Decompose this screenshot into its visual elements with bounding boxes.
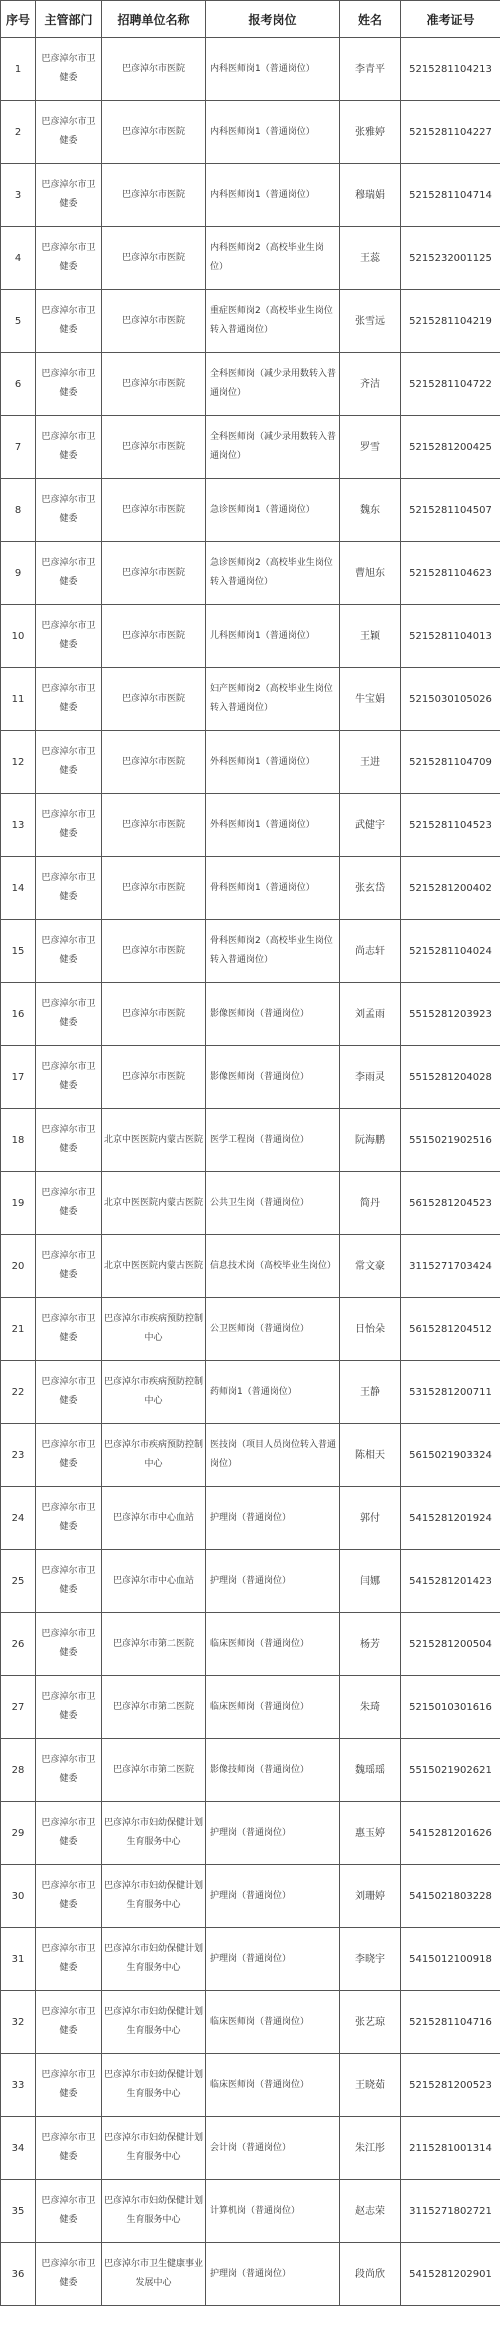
table-row (1, 668, 500, 731)
cell-unit: 巴彦淖尔市妇幼保健计划生育服务中心 (102, 1991, 206, 2054)
cell-seq: 5 (1, 290, 36, 353)
cell-ticket: 5615281204523 (401, 1172, 500, 1235)
cell-unit: 巴彦淖尔市疾病预防控制中心 (102, 1424, 206, 1487)
table-row (1, 1487, 500, 1550)
cell-dept: 巴彦淖尔市卫健委 (36, 416, 102, 479)
cell-dept: 巴彦淖尔市卫健委 (36, 1487, 102, 1550)
table-row (1, 2180, 500, 2243)
cell-ticket: 5215281104013 (401, 605, 500, 668)
cell-ticket: 5615281204512 (401, 1298, 500, 1361)
cell-dept: 巴彦淖尔市卫健委 (36, 479, 102, 542)
cell-position: 急诊医师岗1（普通岗位） (206, 479, 340, 542)
cell-name: 尚志轩 (340, 920, 401, 983)
cell-ticket: 5315281200711 (401, 1361, 500, 1424)
cell-seq: 35 (1, 2180, 36, 2243)
cell-name: 段尚欣 (340, 2243, 401, 2306)
table-row (1, 1928, 500, 1991)
table-row (1, 2243, 500, 2306)
cell-ticket: 5415281201924 (401, 1487, 500, 1550)
cell-seq: 6 (1, 353, 36, 416)
cell-ticket: 5515021902621 (401, 1739, 500, 1802)
cell-dept: 巴彦淖尔市卫健委 (36, 164, 102, 227)
cell-unit: 巴彦淖尔市医院 (102, 227, 206, 290)
cell-position: 急诊医师岗2（高校毕业生岗位转入普通岗位） (206, 542, 340, 605)
cell-unit: 巴彦淖尔市医院 (102, 794, 206, 857)
cell-dept: 巴彦淖尔市卫健委 (36, 1802, 102, 1865)
cell-dept: 巴彦淖尔市卫健委 (36, 1613, 102, 1676)
cell-unit: 巴彦淖尔市医院 (102, 920, 206, 983)
cell-name: 常文豪 (340, 1235, 401, 1298)
cell-position: 护理岗（普通岗位） (206, 1550, 340, 1613)
cell-ticket: 5215232001125 (401, 227, 500, 290)
table-row (1, 38, 500, 101)
cell-dept: 巴彦淖尔市卫健委 (36, 1739, 102, 1802)
cell-name: 曹旭东 (340, 542, 401, 605)
cell-position: 骨科医师岗2（高校毕业生岗位转入普通岗位） (206, 920, 340, 983)
cell-unit: 巴彦淖尔市医院 (102, 416, 206, 479)
cell-name: 王静 (340, 1361, 401, 1424)
cell-position: 信息技术岗（高校毕业生岗位） (206, 1235, 340, 1298)
table-row (1, 1739, 500, 1802)
header-unit: 招聘单位名称 (102, 1, 206, 38)
cell-name: 齐洁 (340, 353, 401, 416)
cell-position: 护理岗（普通岗位） (206, 2243, 340, 2306)
cell-position: 全科医师岗（减少录用数转入普通岗位） (206, 416, 340, 479)
cell-unit: 巴彦淖尔市医院 (102, 857, 206, 920)
cell-unit: 巴彦淖尔市卫生健康事业发展中心 (102, 2243, 206, 2306)
cell-ticket: 5415021803228 (401, 1865, 500, 1928)
cell-unit: 巴彦淖尔市医院 (102, 164, 206, 227)
cell-position: 医技岗（项目人员岗位转入普通岗位） (206, 1424, 340, 1487)
cell-dept: 巴彦淖尔市卫健委 (36, 38, 102, 101)
table-row (1, 794, 500, 857)
cell-dept: 巴彦淖尔市卫健委 (36, 1865, 102, 1928)
table-row (1, 857, 500, 920)
cell-position: 妇产医师岗2（高校毕业生岗位转入普通岗位） (206, 668, 340, 731)
cell-seq: 21 (1, 1298, 36, 1361)
cell-unit: 巴彦淖尔市中心血站 (102, 1487, 206, 1550)
cell-dept: 巴彦淖尔市卫健委 (36, 920, 102, 983)
cell-unit: 巴彦淖尔市中心血站 (102, 1550, 206, 1613)
cell-name: 牛宝娟 (340, 668, 401, 731)
cell-position: 内科医师岗1（普通岗位） (206, 164, 340, 227)
table-row (1, 1235, 500, 1298)
cell-name: 朱琦 (340, 1676, 401, 1739)
table-row (1, 164, 500, 227)
cell-seq: 17 (1, 1046, 36, 1109)
table-row (1, 1991, 500, 2054)
cell-seq: 30 (1, 1865, 36, 1928)
cell-name: 李晓宇 (340, 1928, 401, 1991)
cell-seq: 16 (1, 983, 36, 1046)
cell-dept: 巴彦淖尔市卫健委 (36, 1991, 102, 2054)
table-row (1, 1424, 500, 1487)
cell-ticket: 5215281104227 (401, 101, 500, 164)
cell-ticket: 2115281001314 (401, 2117, 500, 2180)
cell-position: 儿科医师岗1（普通岗位） (206, 605, 340, 668)
cell-dept: 巴彦淖尔市卫健委 (36, 542, 102, 605)
cell-dept: 巴彦淖尔市卫健委 (36, 605, 102, 668)
cell-ticket: 5215281104507 (401, 479, 500, 542)
cell-seq: 14 (1, 857, 36, 920)
cell-position: 外科医师岗1（普通岗位） (206, 731, 340, 794)
table-row (1, 1361, 500, 1424)
cell-position: 影像医师岗（普通岗位） (206, 983, 340, 1046)
table-row (1, 479, 500, 542)
cell-name: 惠玉婷 (340, 1802, 401, 1865)
cell-ticket: 5515281204028 (401, 1046, 500, 1109)
cell-seq: 9 (1, 542, 36, 605)
cell-dept: 巴彦淖尔市卫健委 (36, 1046, 102, 1109)
cell-dept: 巴彦淖尔市卫健委 (36, 2054, 102, 2117)
cell-seq: 4 (1, 227, 36, 290)
cell-position: 外科医师岗1（普通岗位） (206, 794, 340, 857)
cell-dept: 巴彦淖尔市卫健委 (36, 731, 102, 794)
cell-unit: 巴彦淖尔市医院 (102, 542, 206, 605)
table-row (1, 2117, 500, 2180)
cell-position: 公共卫生岗（普通岗位） (206, 1172, 340, 1235)
cell-unit: 巴彦淖尔市妇幼保健计划生育服务中心 (102, 2054, 206, 2117)
cell-position: 临床医师岗（普通岗位） (206, 1676, 340, 1739)
cell-dept: 巴彦淖尔市卫健委 (36, 290, 102, 353)
cell-dept: 巴彦淖尔市卫健委 (36, 1928, 102, 1991)
table-row (1, 1613, 500, 1676)
cell-ticket: 3115271703424 (401, 1235, 500, 1298)
cell-ticket: 5515281203923 (401, 983, 500, 1046)
cell-dept: 巴彦淖尔市卫健委 (36, 101, 102, 164)
table-row (1, 1865, 500, 1928)
cell-dept: 巴彦淖尔市卫健委 (36, 668, 102, 731)
cell-seq: 34 (1, 2117, 36, 2180)
cell-dept: 巴彦淖尔市卫健委 (36, 1361, 102, 1424)
table-row (1, 1298, 500, 1361)
cell-seq: 24 (1, 1487, 36, 1550)
cell-ticket: 3115271802721 (401, 2180, 500, 2243)
cell-position: 全科医师岗（减少录用数转入普通岗位） (206, 353, 340, 416)
table-row (1, 290, 500, 353)
table-row (1, 983, 500, 1046)
cell-name: 日怡朵 (340, 1298, 401, 1361)
cell-ticket: 5215281104213 (401, 38, 500, 101)
cell-name: 张雪远 (340, 290, 401, 353)
cell-name: 阮海鹏 (340, 1109, 401, 1172)
cell-name: 武健宇 (340, 794, 401, 857)
cell-name: 李雨灵 (340, 1046, 401, 1109)
cell-unit: 巴彦淖尔市医院 (102, 1046, 206, 1109)
cell-seq: 33 (1, 2054, 36, 2117)
cell-dept: 巴彦淖尔市卫健委 (36, 794, 102, 857)
cell-position: 影像技师岗（普通岗位） (206, 1739, 340, 1802)
cell-name: 赵志荣 (340, 2180, 401, 2243)
cell-unit: 巴彦淖尔市医院 (102, 101, 206, 164)
cell-ticket: 5215281200523 (401, 2054, 500, 2117)
cell-name: 张雅婷 (340, 101, 401, 164)
cell-dept: 巴彦淖尔市卫健委 (36, 1550, 102, 1613)
cell-unit: 巴彦淖尔市妇幼保健计划生育服务中心 (102, 1802, 206, 1865)
cell-seq: 20 (1, 1235, 36, 1298)
cell-name: 刘孟雨 (340, 983, 401, 1046)
cell-unit: 巴彦淖尔市第二医院 (102, 1676, 206, 1739)
cell-unit: 巴彦淖尔市妇幼保健计划生育服务中心 (102, 1865, 206, 1928)
cell-name: 魏瑶瑶 (340, 1739, 401, 1802)
cell-unit: 巴彦淖尔市疾病预防控制中心 (102, 1361, 206, 1424)
header-name: 姓名 (340, 1, 401, 38)
cell-ticket: 5215281104716 (401, 1991, 500, 2054)
cell-unit: 巴彦淖尔市医院 (102, 983, 206, 1046)
cell-name: 张艺琼 (340, 1991, 401, 2054)
cell-ticket: 5415012100918 (401, 1928, 500, 1991)
cell-name: 刘珊婷 (340, 1865, 401, 1928)
table-body (1, 38, 500, 2306)
cell-dept: 巴彦淖尔市卫健委 (36, 1298, 102, 1361)
cell-position: 内科医师岗2（高校毕业生岗位） (206, 227, 340, 290)
cell-unit: 巴彦淖尔市第二医院 (102, 1613, 206, 1676)
table-row (1, 605, 500, 668)
cell-unit: 巴彦淖尔市妇幼保健计划生育服务中心 (102, 2117, 206, 2180)
cell-ticket: 5415281201423 (401, 1550, 500, 1613)
cell-name: 王颖 (340, 605, 401, 668)
cell-ticket: 5215281200425 (401, 416, 500, 479)
cell-dept: 巴彦淖尔市卫健委 (36, 2243, 102, 2306)
cell-dept: 巴彦淖尔市卫健委 (36, 353, 102, 416)
cell-unit: 巴彦淖尔市医院 (102, 668, 206, 731)
cell-name: 闫娜 (340, 1550, 401, 1613)
cell-name: 魏东 (340, 479, 401, 542)
cell-name: 王晓茹 (340, 2054, 401, 2117)
cell-dept: 巴彦淖尔市卫健委 (36, 983, 102, 1046)
cell-unit: 巴彦淖尔市医院 (102, 38, 206, 101)
cell-position: 护理岗（普通岗位） (206, 1928, 340, 1991)
cell-name: 李青平 (340, 38, 401, 101)
cell-seq: 27 (1, 1676, 36, 1739)
cell-ticket: 5215281200402 (401, 857, 500, 920)
cell-ticket: 5215030105026 (401, 668, 500, 731)
cell-seq: 15 (1, 920, 36, 983)
cell-seq: 8 (1, 479, 36, 542)
cell-seq: 10 (1, 605, 36, 668)
cell-position: 临床医师岗（普通岗位） (206, 1613, 340, 1676)
cell-ticket: 5215010301616 (401, 1676, 500, 1739)
cell-seq: 32 (1, 1991, 36, 2054)
table-header-row (1, 1, 500, 38)
cell-unit: 巴彦淖尔市医院 (102, 353, 206, 416)
cell-ticket: 5615021903324 (401, 1424, 500, 1487)
table-row (1, 731, 500, 794)
cell-seq: 23 (1, 1424, 36, 1487)
cell-dept: 巴彦淖尔市卫健委 (36, 857, 102, 920)
table-row (1, 1046, 500, 1109)
cell-position: 内科医师岗1（普通岗位） (206, 101, 340, 164)
cell-ticket: 5215281104523 (401, 794, 500, 857)
cell-name: 杨芳 (340, 1613, 401, 1676)
cell-unit: 巴彦淖尔市医院 (102, 731, 206, 794)
cell-unit: 巴彦淖尔市妇幼保健计划生育服务中心 (102, 1928, 206, 1991)
cell-ticket: 5215281104623 (401, 542, 500, 605)
cell-seq: 29 (1, 1802, 36, 1865)
cell-unit: 北京中医医院内蒙古医院 (102, 1172, 206, 1235)
cell-unit: 巴彦淖尔市医院 (102, 605, 206, 668)
cell-name: 朱江彤 (340, 2117, 401, 2180)
cell-name: 穆瑞娟 (340, 164, 401, 227)
cell-position: 影像医师岗（普通岗位） (206, 1046, 340, 1109)
cell-position: 护理岗（普通岗位） (206, 1865, 340, 1928)
cell-seq: 11 (1, 668, 36, 731)
cell-position: 计算机岗（普通岗位） (206, 2180, 340, 2243)
cell-seq: 18 (1, 1109, 36, 1172)
header-seq: 序号 (1, 1, 36, 38)
cell-seq: 7 (1, 416, 36, 479)
cell-ticket: 5215281104709 (401, 731, 500, 794)
cell-ticket: 5415281202901 (401, 2243, 500, 2306)
cell-name: 王蕊 (340, 227, 401, 290)
cell-seq: 13 (1, 794, 36, 857)
cell-unit: 北京中医医院内蒙古医院 (102, 1235, 206, 1298)
table-row (1, 227, 500, 290)
cell-seq: 1 (1, 38, 36, 101)
cell-unit: 巴彦淖尔市妇幼保健计划生育服务中心 (102, 2180, 206, 2243)
cell-position: 会计岗（普通岗位） (206, 2117, 340, 2180)
table-row (1, 1109, 500, 1172)
cell-ticket: 5415281201626 (401, 1802, 500, 1865)
table-row (1, 416, 500, 479)
cell-seq: 25 (1, 1550, 36, 1613)
cell-dept: 巴彦淖尔市卫健委 (36, 1172, 102, 1235)
cell-name: 郭付 (340, 1487, 401, 1550)
cell-seq: 2 (1, 101, 36, 164)
table-row (1, 542, 500, 605)
cell-dept: 巴彦淖尔市卫健委 (36, 2117, 102, 2180)
table-row (1, 1802, 500, 1865)
table-row (1, 2054, 500, 2117)
cell-ticket: 5215281200504 (401, 1613, 500, 1676)
cell-ticket: 5215281104024 (401, 920, 500, 983)
cell-dept: 巴彦淖尔市卫健委 (36, 1235, 102, 1298)
cell-name: 简丹 (340, 1172, 401, 1235)
cell-dept: 巴彦淖尔市卫健委 (36, 1109, 102, 1172)
cell-dept: 巴彦淖尔市卫健委 (36, 227, 102, 290)
cell-unit: 北京中医医院内蒙古医院 (102, 1109, 206, 1172)
cell-unit: 巴彦淖尔市医院 (102, 479, 206, 542)
header-ticket: 准考证号 (401, 1, 500, 38)
cell-seq: 26 (1, 1613, 36, 1676)
cell-name: 张玄岱 (340, 857, 401, 920)
table-row (1, 353, 500, 416)
cell-seq: 28 (1, 1739, 36, 1802)
cell-dept: 巴彦淖尔市卫健委 (36, 1424, 102, 1487)
table-row (1, 1676, 500, 1739)
cell-position: 医学工程岗（普通岗位） (206, 1109, 340, 1172)
cell-unit: 巴彦淖尔市疾病预防控制中心 (102, 1298, 206, 1361)
cell-ticket: 5215281104714 (401, 164, 500, 227)
header-position: 报考岗位 (206, 1, 340, 38)
cell-position: 重症医师岗2（高校毕业生岗位转入普通岗位） (206, 290, 340, 353)
table-row (1, 920, 500, 983)
cell-ticket: 5515021902516 (401, 1109, 500, 1172)
cell-position: 临床医师岗（普通岗位） (206, 2054, 340, 2117)
cell-unit: 巴彦淖尔市医院 (102, 290, 206, 353)
cell-position: 内科医师岗1（普通岗位） (206, 38, 340, 101)
cell-seq: 36 (1, 2243, 36, 2306)
table-row (1, 101, 500, 164)
cell-seq: 19 (1, 1172, 36, 1235)
cell-ticket: 5215281104722 (401, 353, 500, 416)
cell-seq: 22 (1, 1361, 36, 1424)
cell-position: 护理岗（普通岗位） (206, 1487, 340, 1550)
table-row (1, 1550, 500, 1613)
cell-dept: 巴彦淖尔市卫健委 (36, 1676, 102, 1739)
cell-ticket: 5215281104219 (401, 290, 500, 353)
cell-name: 陈相天 (340, 1424, 401, 1487)
cell-position: 护理岗（普通岗位） (206, 1802, 340, 1865)
cell-unit: 巴彦淖尔市第二医院 (102, 1739, 206, 1802)
cell-name: 罗雪 (340, 416, 401, 479)
cell-position: 公卫医师岗（普通岗位） (206, 1298, 340, 1361)
cell-position: 骨科医师岗1（普通岗位） (206, 857, 340, 920)
cell-name: 王进 (340, 731, 401, 794)
cell-seq: 12 (1, 731, 36, 794)
cell-seq: 31 (1, 1928, 36, 1991)
cell-position: 临床医师岗（普通岗位） (206, 1991, 340, 2054)
cell-seq: 3 (1, 164, 36, 227)
cell-position: 药师岗1（普通岗位） (206, 1361, 340, 1424)
header-dept: 主管部门 (36, 1, 102, 38)
table-row (1, 1172, 500, 1235)
cell-dept: 巴彦淖尔市卫健委 (36, 2180, 102, 2243)
